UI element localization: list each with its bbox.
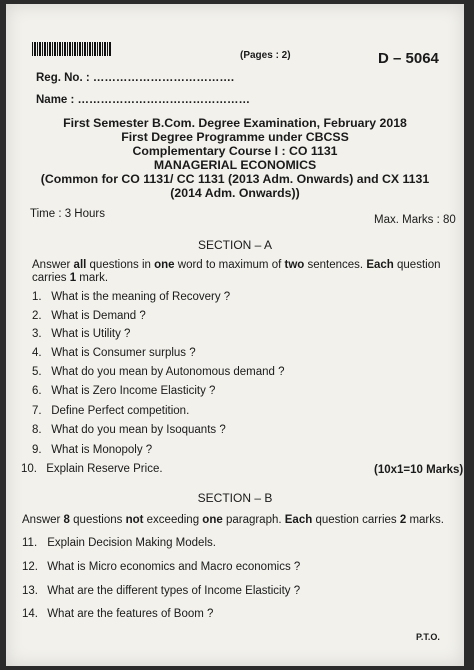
time-allowed: Time : 3 Hours bbox=[30, 208, 105, 220]
title-line-1: First Semester B.Com. Degree Examination, February 2018 bbox=[63, 116, 407, 130]
question-6: 6. What is Zero Income Elasticity ? bbox=[32, 385, 216, 397]
question-3: 3. What is Utility ? bbox=[32, 328, 131, 340]
exam-code: D – 5064 bbox=[378, 50, 439, 67]
title-line-3: Complementary Course I : CO 1131 bbox=[132, 144, 338, 158]
question-8: 8. What do you mean by Isoquants ? bbox=[32, 424, 226, 436]
title-line-4: MANAGERIAL ECONOMICS bbox=[153, 158, 317, 172]
question-2: 2. What is Demand ? bbox=[32, 310, 146, 322]
title-line-5: (Common for CO 1131/ CC 1131 (2013 Adm. Onwards) and CX 1131 bbox=[40, 172, 430, 186]
question-5: 5. What do you mean by Autonomous demand ? bbox=[32, 366, 285, 378]
name-field: Name : ……………………………………… bbox=[36, 94, 251, 106]
question-12: 12. What is Micro economics and Macro economics ? bbox=[22, 561, 301, 573]
question-1: 1. What is the meaning of Recovery ? bbox=[32, 291, 231, 303]
question-13: 13. What are the different types of Income Elasticity ? bbox=[22, 585, 301, 597]
question-11: 11. Explain Decision Making Models. bbox=[22, 537, 216, 549]
section-a-instructions-line-1: Answer all questions in one word to maximum of two sentences. Each question bbox=[32, 259, 441, 271]
question-14: 14. What are the features of Boom ? bbox=[22, 608, 214, 620]
exam-paper bbox=[6, 4, 464, 666]
pages-count: (Pages : 2) bbox=[240, 50, 291, 61]
title-line-6: (2014 Adm. Onwards)) bbox=[170, 186, 300, 200]
reg-no-field: Reg. No. : ………………………………. bbox=[36, 72, 235, 84]
section-a-marks: (10x1=10 Marks) bbox=[374, 464, 464, 476]
section-b-heading: SECTION – B bbox=[197, 491, 273, 505]
question-10: 10. Explain Reserve Price. bbox=[21, 463, 163, 475]
section-a-heading: SECTION – A bbox=[197, 238, 273, 252]
section-a-instructions-line-2: carries 1 mark. bbox=[32, 272, 109, 284]
question-7: 7. Define Perfect competition. bbox=[32, 405, 190, 417]
title-line-2: First Degree Programme under CBCSS bbox=[121, 130, 349, 144]
question-4: 4. What is Consumer surplus ? bbox=[32, 347, 196, 359]
max-marks: Max. Marks : 80 bbox=[374, 214, 456, 226]
section-b-instructions: Answer 8 questions not exceeding one paragraph. Each question carries 2 marks. bbox=[22, 514, 444, 526]
question-9: 9. What is Monopoly ? bbox=[32, 444, 153, 456]
page-turn-note: P.T.O. bbox=[416, 632, 440, 642]
barcode bbox=[32, 42, 112, 56]
